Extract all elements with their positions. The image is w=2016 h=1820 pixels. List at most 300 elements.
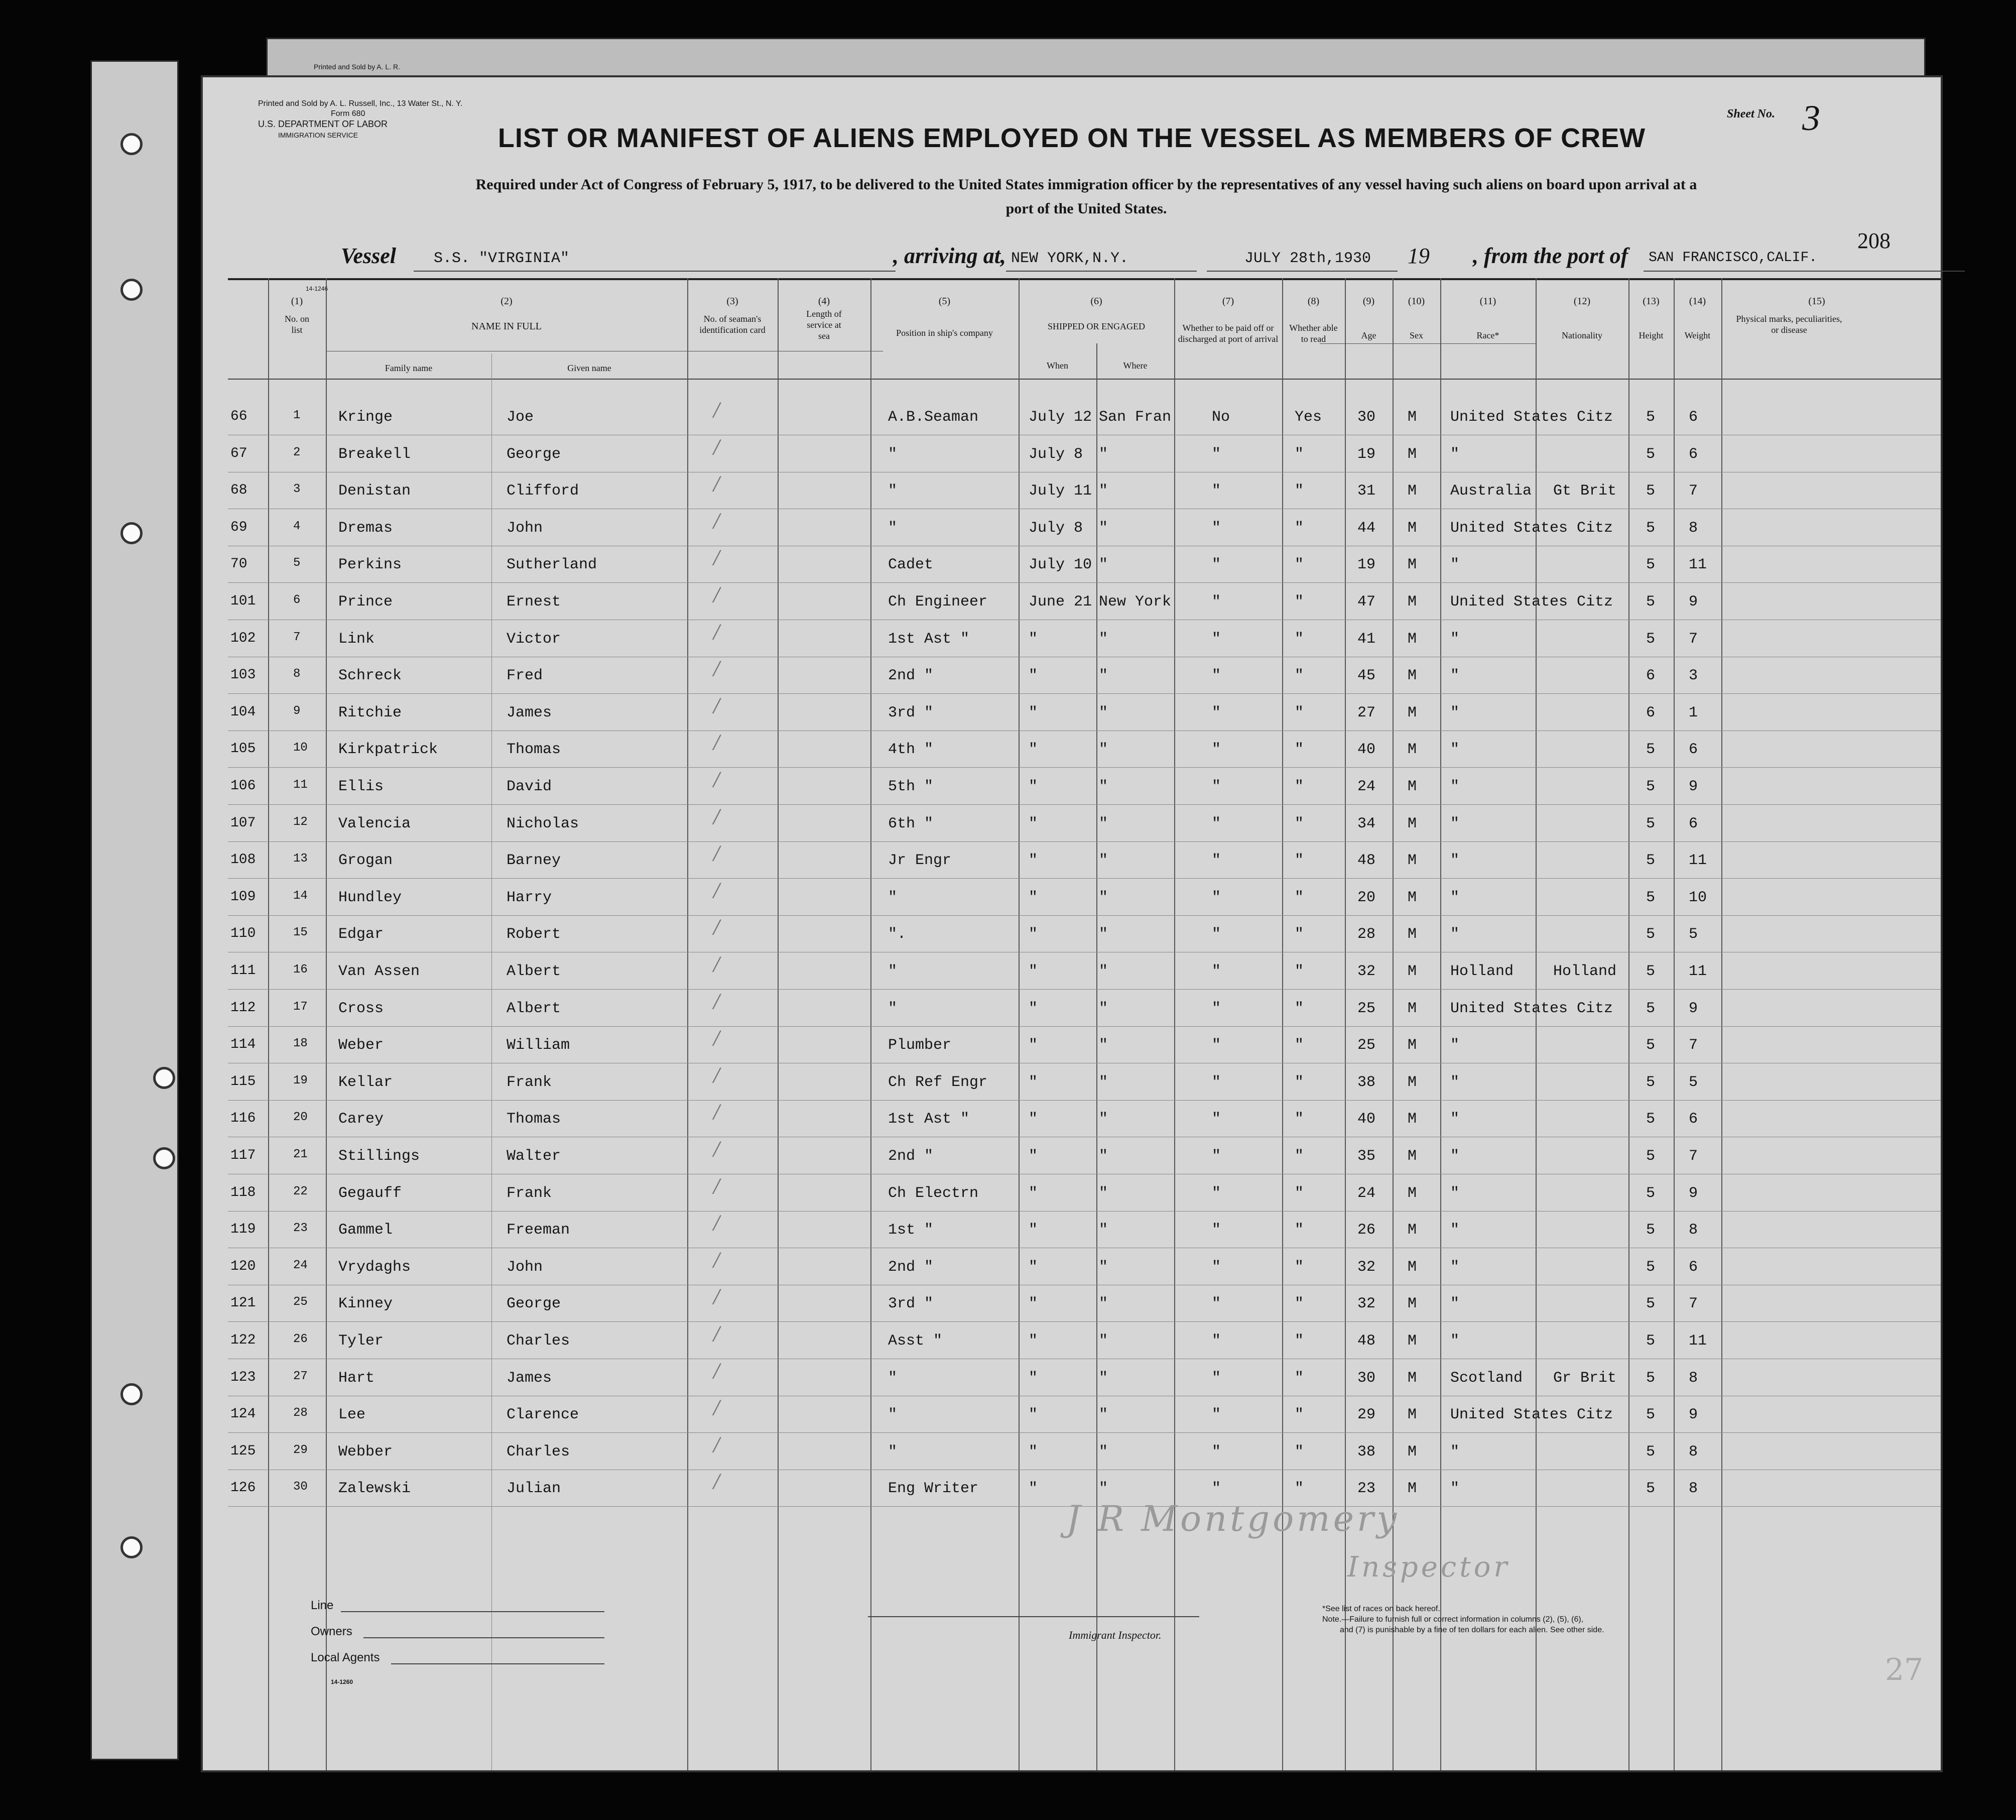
table-row (203, 768, 1941, 813)
race-cell: " (1450, 852, 1460, 870)
row-reference-number: 69 (230, 519, 247, 535)
col-1-number: (1) (291, 296, 303, 307)
col-3-number: (3) (726, 296, 738, 307)
age-cell: 48 (1357, 1332, 1376, 1350)
able-to-read-cell: " (1295, 593, 1304, 611)
height-cell: 5 (1646, 556, 1656, 574)
sex-cell: M (1408, 741, 1417, 759)
age-cell: 40 (1357, 1111, 1376, 1128)
row-rule (228, 767, 1941, 768)
position-cell: Cadet (888, 556, 934, 574)
weight-cell: 10 (1689, 889, 1707, 906)
col-8-header: Whether able to read (1289, 323, 1338, 344)
sex-cell: M (1408, 778, 1417, 795)
family-name-cell: Perkins (338, 556, 402, 574)
weight-cell: 6 (1689, 815, 1698, 832)
row-rule (228, 989, 1941, 990)
row-list-number: 1 (293, 409, 301, 422)
shipped-where-cell: " (1099, 889, 1108, 906)
row-list-number: 12 (293, 815, 308, 829)
check-mark-icon: ⁄ (710, 1359, 724, 1386)
sex-cell: M (1408, 593, 1417, 611)
row-rule (228, 1432, 1941, 1433)
able-to-read-cell: " (1295, 1037, 1304, 1054)
given-name-cell: Walter (507, 1148, 561, 1165)
height-cell: 5 (1646, 1295, 1656, 1313)
position-cell: 3rd " (888, 704, 934, 721)
row-list-number: 22 (293, 1184, 308, 1198)
requirement-text (313, 173, 1859, 221)
row-reference-number: 70 (230, 556, 247, 572)
age-cell: 32 (1357, 1258, 1376, 1276)
row-list-number: 26 (293, 1332, 308, 1346)
col-13-header: Height (1639, 330, 1664, 340)
table-row (203, 509, 1941, 555)
row-list-number: 19 (293, 1073, 308, 1087)
position-cell: 2nd " (888, 667, 934, 685)
owners-label: Owners (311, 1625, 352, 1638)
sex-cell: M (1408, 815, 1417, 832)
check-mark-icon: ⁄ (710, 1101, 724, 1127)
able-to-read-cell: " (1295, 667, 1304, 685)
age-cell: 47 (1357, 593, 1376, 611)
shipped-where-cell: " (1099, 1073, 1108, 1091)
weight-cell: 8 (1689, 1480, 1698, 1498)
able-to-read-cell: " (1295, 963, 1304, 980)
weight-cell: 11 (1689, 1332, 1707, 1350)
height-cell: 5 (1646, 519, 1656, 537)
shipped-when-cell: " (1029, 1258, 1038, 1276)
race-cell: " (1450, 1443, 1460, 1461)
race-cell: " (1450, 630, 1460, 648)
paid-off-cell: " (1212, 815, 1221, 832)
row-reference-number: 114 (230, 1037, 256, 1053)
position-cell: Eng Writer (888, 1480, 979, 1498)
position-cell: 2nd " (888, 1258, 934, 1276)
shipped-where-cell: " (1099, 445, 1108, 463)
check-mark-icon: ⁄ (710, 842, 724, 869)
row-reference-number: 105 (230, 741, 256, 757)
check-mark-icon: ⁄ (710, 1174, 724, 1201)
paid-off-cell: " (1212, 1073, 1221, 1091)
arrival-date: JULY 28th,1930 (1244, 250, 1371, 267)
row-reference-number: 109 (230, 889, 256, 905)
position-cell: Asst " (888, 1332, 943, 1350)
paid-off-cell: " (1212, 852, 1221, 870)
shipped-when-cell: " (1029, 1000, 1038, 1017)
table-row (203, 879, 1941, 924)
family-name-cell: Kringe (338, 409, 393, 426)
row-list-number: 20 (293, 1111, 308, 1125)
row-list-number: 8 (293, 667, 301, 681)
table-row (203, 435, 1941, 481)
check-mark-icon: ⁄ (710, 731, 724, 758)
able-to-read-cell: " (1295, 1406, 1304, 1424)
row-reference-number: 111 (230, 963, 256, 979)
position-cell: Ch Ref Engr (888, 1073, 988, 1091)
sex-cell: M (1408, 1037, 1417, 1054)
col-2-header: NAME IN FULL (471, 321, 542, 332)
sex-cell: M (1408, 556, 1417, 574)
row-list-number: 5 (293, 556, 301, 570)
sex-cell: M (1408, 1406, 1417, 1424)
family-name-cell: Ellis (338, 778, 384, 795)
check-mark-icon: ⁄ (710, 657, 724, 684)
shipped-where-cell: New York (1099, 593, 1172, 611)
able-to-read-cell: " (1295, 1369, 1304, 1387)
row-reference-number: 116 (230, 1111, 256, 1127)
age-cell: 45 (1357, 667, 1376, 685)
family-name-cell: Breakell (338, 445, 411, 463)
height-cell: 5 (1646, 1222, 1656, 1239)
row-list-number: 15 (293, 926, 308, 940)
race-cell: Scotland (1450, 1369, 1523, 1387)
family-name-cell: Edgar (338, 926, 384, 943)
race-cell: " (1450, 1073, 1460, 1091)
year-label: 19 (1408, 244, 1430, 268)
paid-off-cell: " (1212, 667, 1221, 685)
shipped-when-cell: " (1029, 704, 1038, 721)
shipped-where-cell: " (1099, 1111, 1108, 1128)
weight-cell: 7 (1689, 1295, 1698, 1313)
paid-off-cell: " (1212, 1332, 1221, 1350)
given-name-cell: Fred (507, 667, 543, 685)
sex-cell: M (1408, 519, 1417, 537)
row-reference-number: 125 (230, 1443, 256, 1459)
row-rule (228, 582, 1941, 583)
row-reference-number: 126 (230, 1480, 256, 1496)
shipped-when-cell: " (1029, 1222, 1038, 1239)
table-row (203, 399, 1941, 444)
col-15-header: Physical marks, peculiarities, or disease (1736, 314, 1842, 335)
family-name-cell: Dremas (338, 519, 393, 537)
line-field (341, 1611, 604, 1612)
able-to-read-cell: " (1295, 1073, 1304, 1091)
height-cell: 5 (1646, 593, 1656, 611)
col-7-header: Whether to be paid off or discharged at port of arrival (1178, 323, 1279, 344)
row-reference-number: 124 (230, 1406, 256, 1422)
row-reference-number: 68 (230, 482, 247, 499)
inspector-signature: J R Montgomery (1066, 1498, 1400, 1539)
position-cell: 1st Ast " (888, 630, 970, 648)
able-to-read-cell: " (1295, 445, 1304, 463)
date-underline (1207, 271, 1398, 272)
race-cell: United States Citz (1450, 593, 1613, 611)
col-6-number: (6) (1090, 296, 1102, 307)
footer-form-code: 14-1260 (331, 1678, 353, 1685)
check-mark-icon: ⁄ (710, 768, 724, 794)
sex-cell: M (1408, 1332, 1417, 1350)
row-list-number: 16 (293, 963, 308, 977)
table-row (203, 546, 1941, 591)
height-cell: 5 (1646, 1480, 1656, 1498)
age-cell: 19 (1357, 445, 1376, 463)
shipped-when-cell: " (1029, 667, 1038, 685)
check-mark-icon: ⁄ (710, 399, 724, 425)
row-rule (228, 693, 1941, 694)
shipped-when-cell: " (1029, 852, 1038, 870)
shipped-where-cell: " (1099, 1222, 1108, 1239)
weight-cell: 7 (1689, 1148, 1698, 1165)
col-5-header: Position in ship's company (896, 328, 993, 338)
paid-off-cell: " (1212, 1295, 1221, 1313)
penalty-note-2: and (7) is punishable by a fine of ten dollars for each alien. See other side. (1340, 1626, 1604, 1634)
family-name-cell: Van Assen (338, 963, 420, 980)
col-8-number: (8) (1307, 296, 1320, 307)
row-reference-number: 118 (230, 1184, 256, 1200)
paid-off-cell: " (1212, 445, 1221, 463)
able-to-read-cell: " (1295, 704, 1304, 721)
table-row (203, 472, 1941, 518)
age-cell: 44 (1357, 519, 1376, 537)
paid-off-cell: " (1212, 1000, 1221, 1017)
family-name-cell: Grogan (338, 852, 393, 870)
race-cell: " (1450, 1258, 1460, 1276)
table-row (203, 583, 1941, 629)
race-cell: United States Citz (1450, 1406, 1613, 1424)
table-row (203, 1285, 1941, 1330)
family-name-cell: Cross (338, 1000, 384, 1017)
row-list-number: 29 (293, 1443, 308, 1457)
row-rule (228, 804, 1941, 805)
race-cell: " (1450, 1037, 1460, 1054)
table-row (203, 1433, 1941, 1479)
position-cell: Jr Engr (888, 852, 952, 870)
service-label: IMMIGRATION SERVICE (278, 131, 358, 139)
col-12-number: (12) (1573, 296, 1591, 307)
height-cell: 5 (1646, 1073, 1656, 1091)
race-cell: " (1450, 667, 1460, 685)
given-name-cell: Freeman (507, 1222, 570, 1239)
row-reference-number: 106 (230, 778, 256, 794)
col-11-header: Race* (1476, 330, 1499, 340)
row-reference-number: 108 (230, 852, 256, 868)
col-9-number: (9) (1362, 296, 1375, 307)
paid-off-cell: " (1212, 630, 1221, 648)
race-cell: " (1450, 815, 1460, 832)
shipped-where-cell: " (1099, 630, 1108, 648)
shipped-where-cell: " (1099, 667, 1108, 685)
paid-off-cell: " (1212, 704, 1221, 721)
paid-off-cell: " (1212, 519, 1221, 537)
position-cell: 4th " (888, 741, 934, 759)
able-to-read-cell: " (1295, 1480, 1304, 1498)
check-mark-icon: ⁄ (710, 805, 724, 831)
table-row (203, 1101, 1941, 1146)
position-cell: 3rd " (888, 1295, 934, 1313)
row-rule (228, 1026, 1941, 1027)
check-mark-icon: ⁄ (710, 620, 724, 647)
weight-cell: 6 (1689, 1258, 1698, 1276)
race-cell: " (1450, 1480, 1460, 1498)
department-label: U.S. DEPARTMENT OF LABOR (258, 119, 388, 129)
family-name-cell: Kellar (338, 1073, 393, 1091)
height-cell: 5 (1646, 852, 1656, 870)
height-cell: 5 (1646, 889, 1656, 906)
position-cell: ". (888, 926, 907, 943)
sex-cell: M (1408, 1443, 1417, 1461)
row-list-number: 21 (293, 1148, 308, 1161)
row-reference-number: 102 (230, 630, 256, 646)
weight-cell: 11 (1689, 852, 1707, 870)
table-row (203, 731, 1941, 776)
shipped-where-cell: " (1099, 482, 1108, 500)
row-list-number: 27 (293, 1369, 308, 1383)
requirement-line-2: port of the United States. (1005, 200, 1167, 217)
sex-cell: M (1408, 409, 1417, 426)
from-label: , from the port of (1473, 244, 1628, 268)
row-reference-number: 119 (230, 1222, 256, 1238)
shipped-when-cell: " (1029, 1111, 1038, 1128)
weight-cell: 3 (1689, 667, 1698, 685)
weight-cell: 6 (1689, 445, 1698, 463)
col-10-header: Sex (1410, 330, 1423, 340)
arriving-label: , arriving at, (893, 244, 1006, 268)
shipped-when-cell: July 10 (1029, 556, 1092, 574)
table-row (203, 1322, 1941, 1368)
weight-cell: 5 (1689, 926, 1698, 943)
paid-off-cell: " (1212, 556, 1221, 574)
paid-off-cell: " (1212, 1258, 1221, 1276)
col-7-number: (7) (1222, 296, 1234, 307)
shipped-when-cell: " (1029, 1480, 1038, 1498)
able-to-read-cell: " (1295, 741, 1304, 759)
height-cell: 5 (1646, 1111, 1656, 1128)
family-name-cell: Stillings (338, 1148, 420, 1165)
family-name-cell: Gammel (338, 1222, 393, 1239)
height-cell: 5 (1646, 482, 1656, 500)
weight-cell: 8 (1689, 1443, 1698, 1461)
binder-hole (120, 133, 143, 155)
binder-hole (153, 1067, 175, 1089)
race-cell: " (1450, 741, 1460, 759)
sex-cell: M (1408, 1073, 1417, 1091)
check-mark-icon: ⁄ (710, 1322, 724, 1349)
shipped-when-cell: " (1029, 1406, 1038, 1424)
check-mark-icon: ⁄ (710, 1027, 724, 1053)
row-list-number: 25 (293, 1295, 308, 1309)
shipped-when-cell: " (1029, 1073, 1038, 1091)
able-to-read-cell: " (1295, 1000, 1304, 1017)
height-cell: 5 (1646, 963, 1656, 980)
age-cell: 25 (1357, 1037, 1376, 1054)
weight-cell: 9 (1689, 778, 1698, 795)
inspector-signature-title: Inspector (1347, 1551, 1510, 1584)
sex-cell: M (1408, 926, 1417, 943)
able-to-read-cell: " (1295, 1184, 1304, 1202)
shipped-where-cell: " (1099, 1148, 1108, 1165)
given-name-cell: Joe (507, 409, 534, 426)
age-cell: 19 (1357, 556, 1376, 574)
sex-cell: M (1408, 1295, 1417, 1313)
shipped-when-cell: " (1029, 741, 1038, 759)
paid-off-cell: " (1212, 1443, 1221, 1461)
shipped-where-cell: " (1099, 852, 1108, 870)
agents-label: Local Agents (311, 1651, 380, 1664)
col-14-number: (14) (1689, 296, 1706, 307)
shipped-when-cell: " (1029, 1037, 1038, 1054)
check-mark-icon: ⁄ (710, 1433, 724, 1460)
header-top-rule (228, 278, 1941, 280)
able-to-read-cell: " (1295, 815, 1304, 832)
able-to-read-cell: " (1295, 889, 1304, 906)
sex-cell: M (1408, 1222, 1417, 1239)
given-name-cell: Thomas (507, 741, 561, 759)
age-cell: 26 (1357, 1222, 1376, 1239)
height-cell: 5 (1646, 926, 1656, 943)
weight-cell: 6 (1689, 741, 1698, 759)
weight-cell: 11 (1689, 556, 1707, 574)
shipped-when-cell: " (1029, 778, 1038, 795)
family-name-cell: Lee (338, 1406, 366, 1424)
binder-hole (120, 1536, 143, 1558)
table-row (203, 1248, 1941, 1294)
race-cell: " (1450, 926, 1460, 943)
check-mark-icon: ⁄ (710, 435, 724, 462)
position-cell: 6th " (888, 815, 934, 832)
weight-cell: 9 (1689, 1406, 1698, 1424)
race-note: *See list of races on back hereof. (1322, 1605, 1440, 1613)
given-name-cell: Thomas (507, 1111, 561, 1128)
shipped-when-cell: " (1029, 926, 1038, 943)
from-underline (1644, 271, 1965, 272)
age-cell: 31 (1357, 482, 1376, 500)
shipped-when-cell: July 8 (1029, 519, 1083, 537)
row-reference-number: 117 (230, 1148, 256, 1163)
paid-off-cell: " (1212, 741, 1221, 759)
age-cell: 30 (1357, 409, 1376, 426)
table-row (203, 694, 1941, 740)
sheet-number: 3 (1802, 98, 1820, 138)
able-to-read-cell: " (1295, 1332, 1304, 1350)
row-list-number: 7 (293, 630, 301, 644)
shipped-where-cell: " (1099, 778, 1108, 795)
weight-cell: 8 (1689, 1369, 1698, 1387)
race-cell: " (1450, 1332, 1460, 1350)
position-cell: 1st Ast " (888, 1111, 970, 1128)
row-list-number: 24 (293, 1258, 308, 1272)
col-5-number: (5) (938, 296, 951, 307)
row-list-number: 6 (293, 593, 301, 607)
paid-off-cell: " (1212, 1369, 1221, 1387)
row-list-number: 9 (293, 704, 301, 718)
sex-cell: M (1408, 445, 1417, 463)
race-cell: Australia (1450, 482, 1532, 500)
sex-cell: M (1408, 1480, 1417, 1498)
race-cell: " (1450, 1222, 1460, 1239)
paid-off-cell: " (1212, 926, 1221, 943)
given-name-cell: Barney (507, 852, 561, 870)
check-mark-icon: ⁄ (710, 1211, 724, 1238)
able-to-read-cell: " (1295, 778, 1304, 795)
immigrant-inspector-label: Immigrant Inspector. (1069, 1629, 1162, 1641)
sex-cell: M (1408, 667, 1417, 685)
given-name-cell: Charles (507, 1332, 570, 1350)
shipped-where-cell: " (1099, 1184, 1108, 1202)
shipped-when-cell: " (1029, 889, 1038, 906)
race-cell: " (1450, 445, 1460, 463)
height-cell: 6 (1646, 667, 1656, 685)
shipped-when-cell: July 8 (1029, 445, 1083, 463)
given-name-cell: Frank (507, 1184, 552, 1202)
weight-cell: 7 (1689, 630, 1698, 648)
race-cell: " (1450, 1295, 1460, 1313)
shipped-where-cell: " (1099, 1000, 1108, 1017)
table-row (203, 1174, 1941, 1220)
row-list-number: 17 (293, 1000, 308, 1014)
line-label: Line (311, 1599, 334, 1612)
col-2-number: (2) (500, 296, 513, 307)
